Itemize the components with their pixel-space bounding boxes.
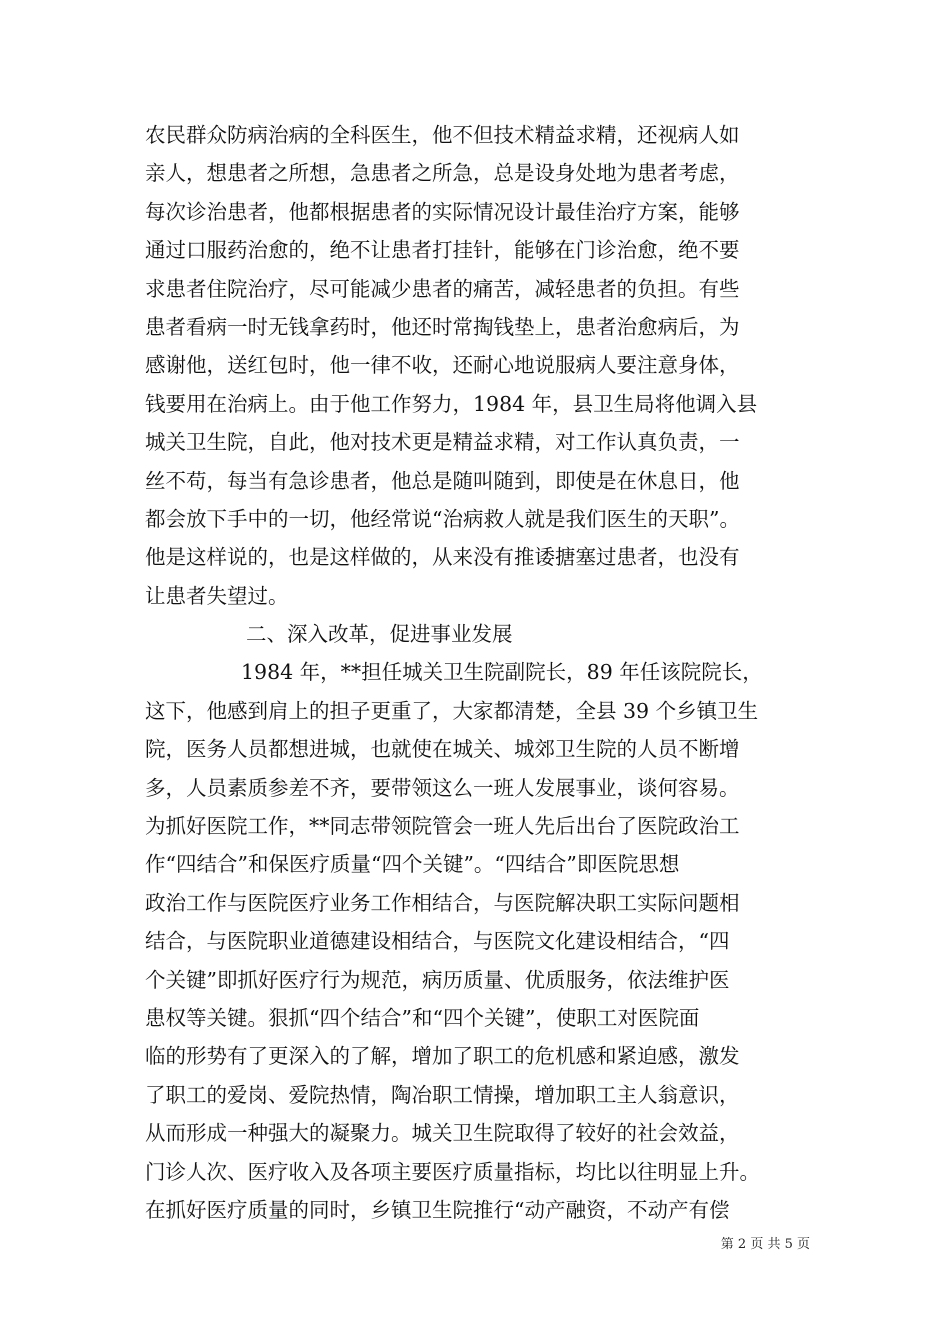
text-line-3: 每次诊治患者，他都根据患者的实际情况设计最佳治疗方案，能够 bbox=[145, 199, 740, 224]
text-line-13: 让患者失望过。 bbox=[145, 583, 289, 608]
text-line-25: 临的形势有了更深入的了解，增加了职工的危机感和紧迫感，激发 bbox=[145, 1044, 740, 1069]
text-line-1: 农民群众防病治病的全科医生，他不但技术精益求精，还视病人如 bbox=[145, 123, 740, 147]
text-line-17: 院，医务人员都想进城，也就使在城关、城郊卫生院的人员不断增 bbox=[145, 737, 740, 762]
text-line-10: 丝不苟，每当有急诊患者，他总是随叫随到，即使是在休息日，他 bbox=[145, 468, 740, 493]
text-line-26: 了职工的爱岗、爱院热情，陶冶职工情操，增加职工主人翁意识， bbox=[145, 1082, 740, 1107]
text-line-6: 患者看病一时无钱拿药时，他还时常掏钱垫上，患者治愈病后，为 bbox=[145, 314, 740, 339]
text-line-19: 为抓好医院工作，**同志带领院管会一班人先后出台了医院政治工 bbox=[145, 814, 740, 839]
text-line-2: 亲人，想患者之所想，急患者之所急，总是设身处地为患者考虑， bbox=[145, 161, 740, 186]
text-line-4: 通过口服药治愈的，绝不让患者打挂针，能够在门诊治愈，绝不要 bbox=[145, 238, 740, 263]
text-line-23: 个关键”即抓好医疗行为规范，病历质量、优质服务，依法维护医 bbox=[145, 967, 730, 992]
text-line-21: 政治工作与医院医疗业务工作相结合，与医院解决职工实际问题相 bbox=[145, 890, 740, 915]
text-line-24: 患权等关键。狠抓“四个结合”和“四个关键”，使职工对医院面 bbox=[145, 1005, 700, 1030]
text-line-28: 门诊人次、医疗收入及各项主要医疗质量指标，均比以往明显上升。 bbox=[145, 1159, 760, 1184]
text-line-8: 钱要用在治病上。由于他工作努力，1984 年，县卫生局将他调入县 bbox=[145, 391, 758, 416]
page-number-footer: 第 2 页 共 5 页 bbox=[720, 1237, 810, 1252]
text-line-29: 在抓好医疗质量的同时，乡镇卫生院推行“动产融资，不动产有偿 bbox=[145, 1197, 730, 1222]
text-line-5: 求患者住院治疗，尽可能减少患者的痛苦，减轻患者的负担。有些 bbox=[145, 276, 740, 301]
section-heading: 二、深入改革，促进事业发展 bbox=[246, 622, 513, 647]
text-line-27: 从而形成一种强大的凝聚力。城关卫生院取得了较好的社会效益， bbox=[145, 1121, 740, 1146]
text-line-16: 这下，他感到肩上的担子更重了，大家都清楚，全县 39 个乡镇卫生 bbox=[145, 698, 759, 723]
document-body bbox=[145, 116, 815, 1229]
text-line-15: 1984 年，**担任城关卫生院副院长，89 年任该院院长， bbox=[241, 660, 763, 685]
text-line-9: 城关卫生院，自此，他对技术更是精益求精，对工作认真负责，一 bbox=[145, 430, 740, 455]
text-line-7: 感谢他，送红包时，他一律不收，还耐心地说服病人要注意身体， bbox=[145, 353, 740, 378]
text-line-18: 多，人员素质参差不齐，要带领这么一班人发展事业，谈何容易。 bbox=[145, 775, 740, 800]
text-line-12: 他是这样说的，也是这样做的，从来没有推诿搪塞过患者，也没有 bbox=[145, 545, 740, 570]
text-line-22: 结合，与医院职业道德建设相结合，与医院文化建设相结合，“四 bbox=[145, 929, 730, 954]
text-line-11: 都会放下手中的一切，他经常说“治病救人就是我们医生的天职”。 bbox=[145, 506, 740, 531]
text-line-20: 作“四结合”和保医疗质量“四个关键”。“四结合”即医院思想 bbox=[145, 852, 680, 877]
